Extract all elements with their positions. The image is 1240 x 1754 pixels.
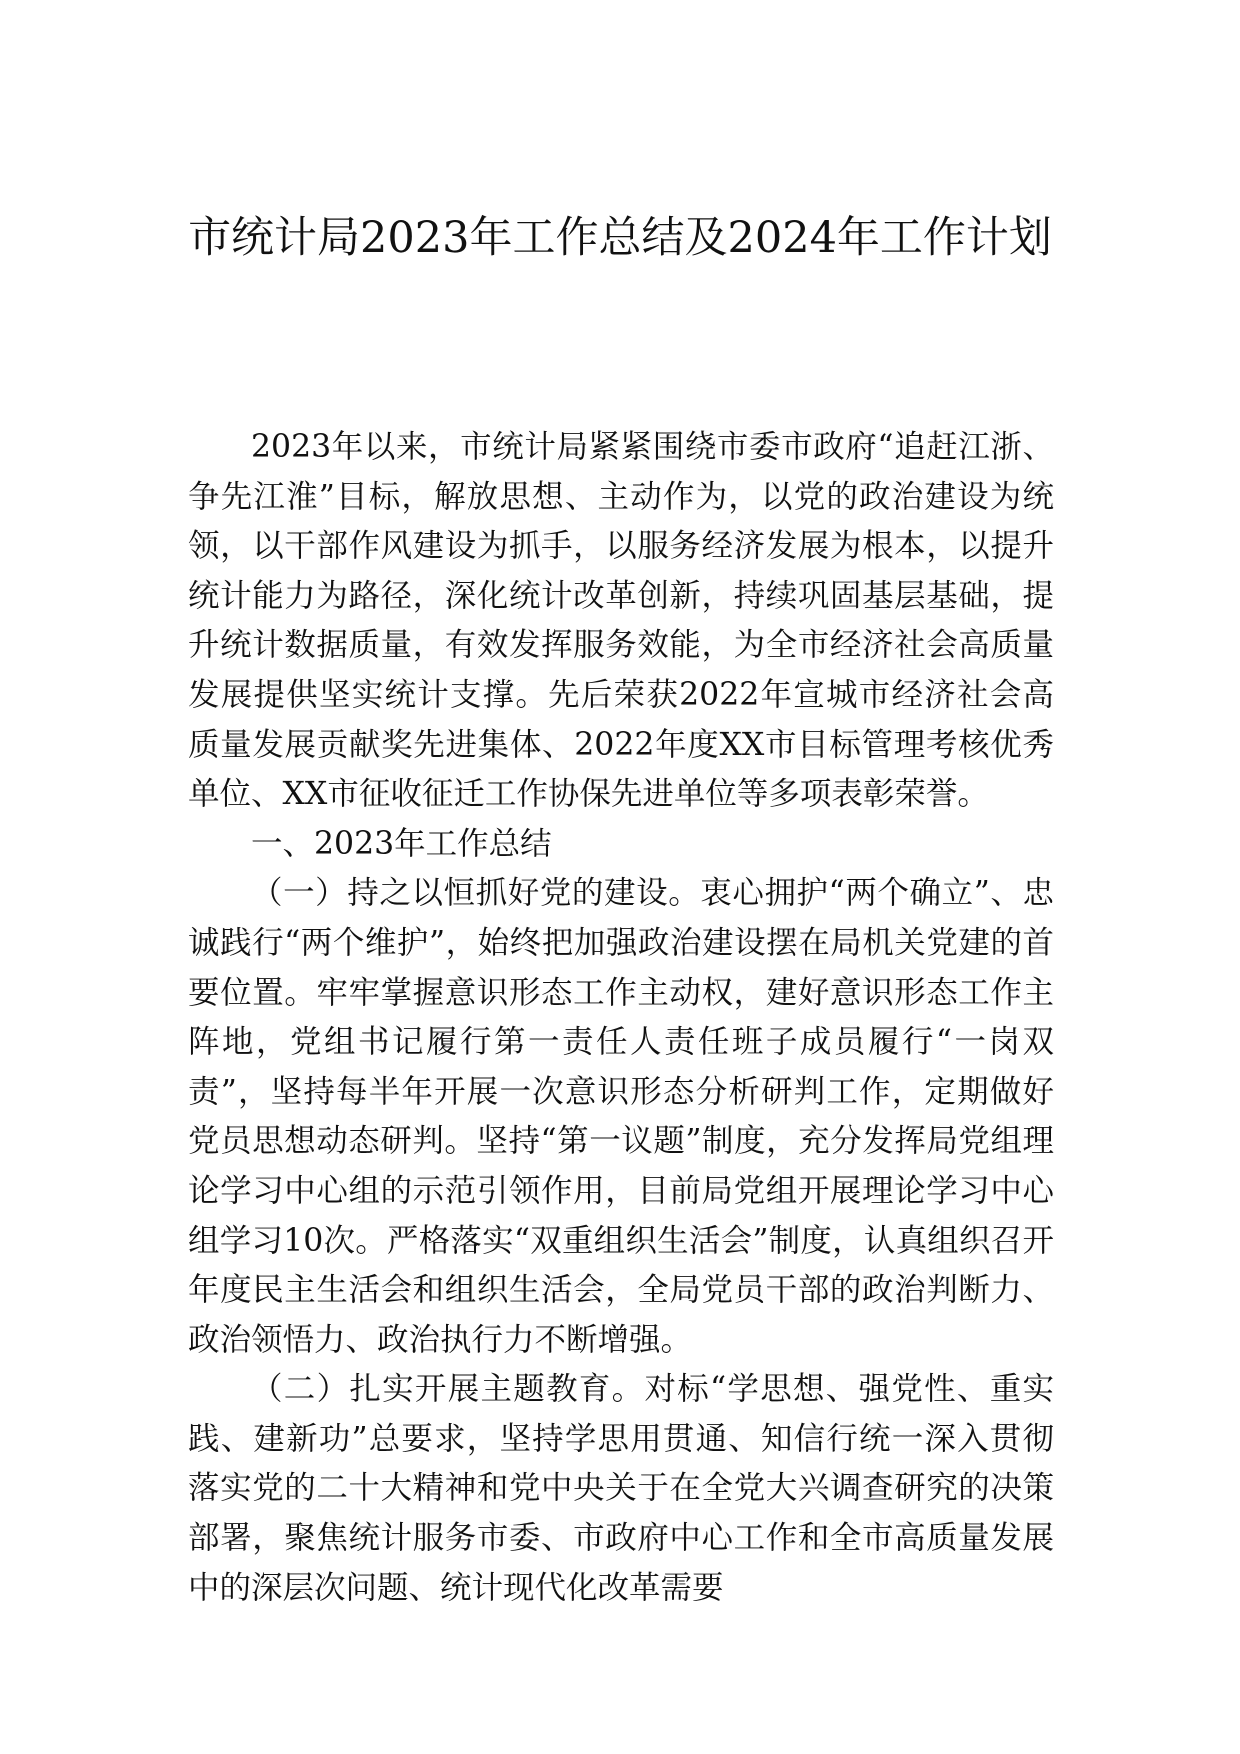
document-body xyxy=(188,423,1054,1613)
document-title: 市统计局2023年工作总结及2024年工作计划 xyxy=(188,213,1052,263)
body-paragraph: （二）扎实开展主题教育。对标“学思想、强党性、重实践、建新功”总要求，坚持学思用贯通、知信行统一深入贯彻落实党的二十大精神和党中央关于在全党大兴调查研究的决策部署，聚焦统计服务市委、市政府中心工作和全市高质量发展中的深层次问题、统计现代化改革需要 xyxy=(188,1371,1054,1606)
section-heading: 一、2023年工作总结 xyxy=(251,825,552,862)
intro-paragraph: 2023年以来，市统计局紧紧围绕市委市政府“追赶江浙、争先江淮”目标，解放思想、主动作为，以党的政治建设为统领，以干部作风建设为抓手，以服务经济发展为根本，以提升统计能力为路径，深化统计改革创新，持续巩固基层基础，提升统计数据质量，有效发挥服务效能，为全市经济社会高质量发展提供坚实统计支撑。先后荣获2022年宣城市经济社会高质量发展贡献奖先进集体、2022年度XX市目标管理考核优秀单位、XX市征收征迁工作协保先进单位等多项表彰荣誉。 xyxy=(188,429,1054,813)
body-paragraph: （一）持之以恒抓好党的建设。衷心拥护“两个确立”、忠诚践行“两个维护”，始终把加强政治建设摆在局机关党建的首要位置。牢牢掌握意识形态工作主动权，建好意识形态工作主阵地，党组书记履行第一责任人责任班子成员履行“一岗双责”，坚持每半年开展一次意识形态分析研判工作，定期做好党员思想动态研判。坚持“第一议题”制度，充分发挥局党组理论学习中心组的示范引领作用，目前局党组开展理论学习中心组学习10次。严格落实“双重组织生活会”制度，认真组织召开年度民主生活会和组织生活会，全局党员干部的政治判断力、政治领悟力、政治执行力不断增强。 xyxy=(188,875,1054,1358)
